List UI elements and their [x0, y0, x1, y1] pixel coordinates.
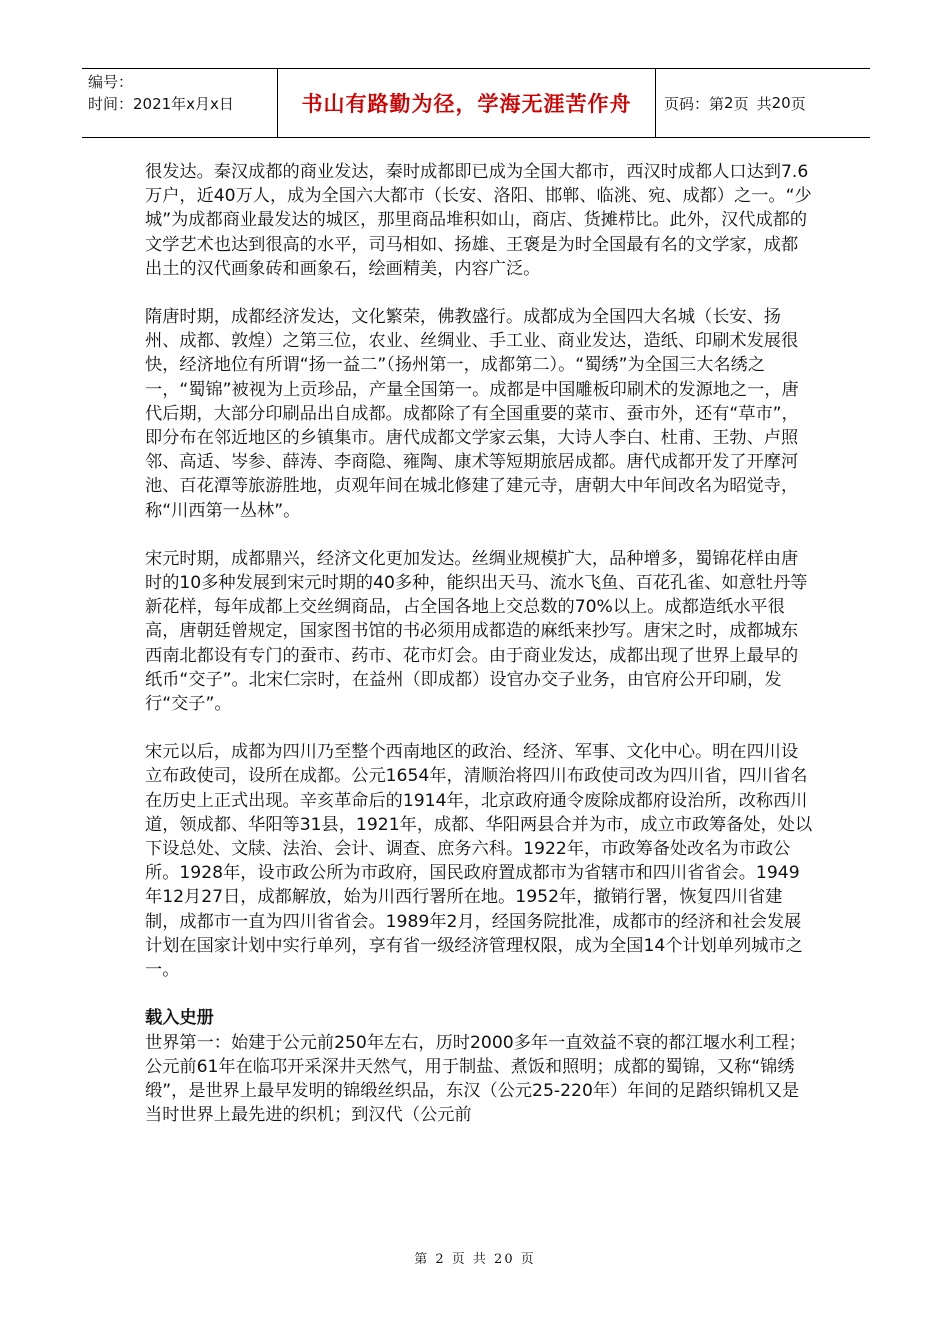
paragraph-sui-tang: 隋唐时期，成都经济发达，文化繁荣，佛教盛行。成都成为全国四大名城（长安、扬州、成都、敦煌）之第三位，农业、丝绸业、手工业、商业发达，造纸、印刷术发展很快，经济地位有所谓“扬一益二”（扬州第一，成都第二）。“蜀绣”为全国三大名绣之一，“蜀锦”被视为上贡珍品，产量全国第一。成都是中国雕板印刷术的发源地之一，唐代后期，大部分印刷品出自成都。成都除了有全国重要的菜市、蚕市外，还有“草市”，即分布在邻近地区的乡镇集市。唐代成都文学家云集，大诗人李白、杜甫、王勃、卢照邻、高适、岑参、薛涛、李商隐、雍陶、康术等短期旅居成都。唐代成都开发了开摩河池、百花潭等旅游胜地，贞观年间在城北修建了建元寺，唐朝大中年间改名为昭觉寺，称“川西第一丛林”。	[145, 307, 799, 521]
document-date-label: 时间：2021年x月x日	[88, 95, 234, 113]
header-meta	[82, 69, 278, 137]
page-unit: 页	[733, 94, 749, 113]
page-total-unit: 页	[790, 94, 806, 113]
page-header	[82, 68, 870, 138]
paragraph-after-song-yuan: 宋元以后，成都为四川乃至整个西南地区的政治、经济、军事、文化中心。明在四川设立布政使司，设所在成都。公元1654年，清顺治将四川布政使司改为四川省，四川省名在历史上正式出现。辛亥革命后的1914年，北京政府通令废除成都府设治所，改称西川道，领成都、华阳等31县，1921年，成都、华阳两县合并为市，成立市政筹备处，处以下设总处、文牍、法治、会计、调查、庶务六科。1922年，市政筹备处改名为市政公所。1928年，设市政公所为市政府，国民政府置成都市为省辖市和四川省省会。1949年12月27日，成都解放，始为川西行署所在地。1952年，撤销行署，恢复四川省建制，成都市一直为四川省省会。1989年2月，经国务院批准，成都市的经济和社会发展计划在国家计划中实行单列，享有省一级经济管理权限，成为全国14个计划单列城市之一。	[145, 742, 813, 981]
page-label: 页码：第	[664, 94, 725, 113]
paragraph-song-yuan: 宋元时期，成都鼎兴，经济文化更加发达。丝绸业规模扩大，品种增多，蜀锦花样由唐时的10多种发展到宋元时期的40多种，能织出天马、流水飞鱼、百花孔雀、如意牡丹等新花样，每年成都上交丝绸商品，占全国各地上交总数的70%以上。成都造纸水平很高，唐朝廷曾规定，国家图书馆的书必须用成都造的麻纸来抄写。唐宋之时，成都城东西南北都设有专门的蚕市、药市、花市灯会。由于商业发达，成都出现了世界上最早的纸币“交子”。北宋仁宗时，在益州（即成都）设官办交子业务，由官府公开印刷，发行“交子”。	[145, 548, 808, 715]
page-footer: 第 2 页 共 20 页	[414, 1252, 536, 1267]
header-motto: 书山有路勤为径，学海无涯苦作舟	[278, 69, 656, 137]
page-total: 20	[771, 94, 791, 112]
document-number-label: 编号：	[88, 73, 134, 91]
document-body	[145, 160, 813, 1127]
section-text: 世界第一：始建于公元前250年左右，历时2000多年一直效益不衰的都江堰水利工程；公元前61年在临邛开采深井天然气，用于制盐、煮饭和照明；成都的蜀锦，又称“锦绣缎”，是世界上最早发明的锦缎丝织品，东汉（公元25-220年）年间的足踏织锦机又是当时世界上最先进的织机；到汉代（公元前	[145, 1032, 806, 1126]
paragraph-qin-han: 很发达。秦汉成都的商业发达，秦时成都即已成为全国大都市，西汉时成都人口达到7.6万户，近40万人，成为全国六大都市（长安、洛阳、邯郸、临洮、宛、成都）之一。“少城”为成都商业最发达的城区，那里商品堆积如山，商店、货摊栉比。此外，汉代成都的文学艺术也达到很高的水平，司马相如、扬雄、王褒是为时全国最有名的文学家，成都出土的汉代画象砖和画象石，绘画精美，内容广泛。	[145, 162, 812, 279]
section-title: 载入史册	[145, 1008, 214, 1029]
page-total-label: 共	[756, 94, 772, 113]
header-page-info	[656, 69, 870, 137]
page-number: 2	[724, 94, 734, 112]
